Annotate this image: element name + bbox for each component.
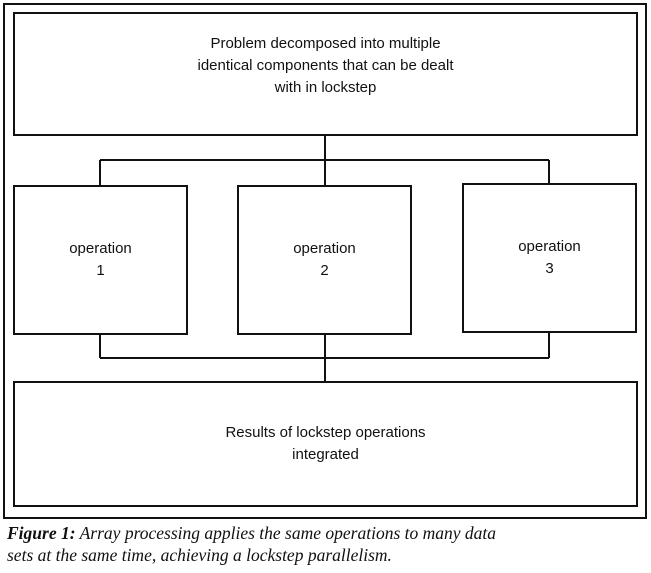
operation-number-1: 1 xyxy=(96,262,105,279)
caption-line-2: sets at the same time, achieving a lockstep parallelism. xyxy=(7,545,392,565)
caption-line-1 xyxy=(7,522,647,544)
operation-box-3 xyxy=(462,183,637,333)
problem-line-3: with in lockstep xyxy=(274,79,377,96)
results-integration-box xyxy=(13,381,638,507)
problem-decomposition-box xyxy=(13,12,638,136)
operation-label-3: operation xyxy=(518,238,581,255)
caption-lead: Figure 1: xyxy=(7,523,76,543)
operation-number-3: 3 xyxy=(545,260,554,277)
operation-label-1: operation xyxy=(69,240,132,257)
caption-text-1: Array processing applies the same operations to many data xyxy=(75,523,497,543)
results-line-2: integrated xyxy=(292,446,359,463)
problem-line-1: Problem decomposed into multiple xyxy=(210,35,441,52)
figure-caption xyxy=(7,522,647,566)
operation-label-2: operation xyxy=(293,240,356,257)
operation-box-1 xyxy=(13,185,188,335)
operation-box-2 xyxy=(237,185,412,335)
results-line-1: Results of lockstep operations xyxy=(225,424,426,441)
operation-number-2: 2 xyxy=(320,262,329,279)
problem-line-2: identical components that can be dealt xyxy=(197,57,454,74)
